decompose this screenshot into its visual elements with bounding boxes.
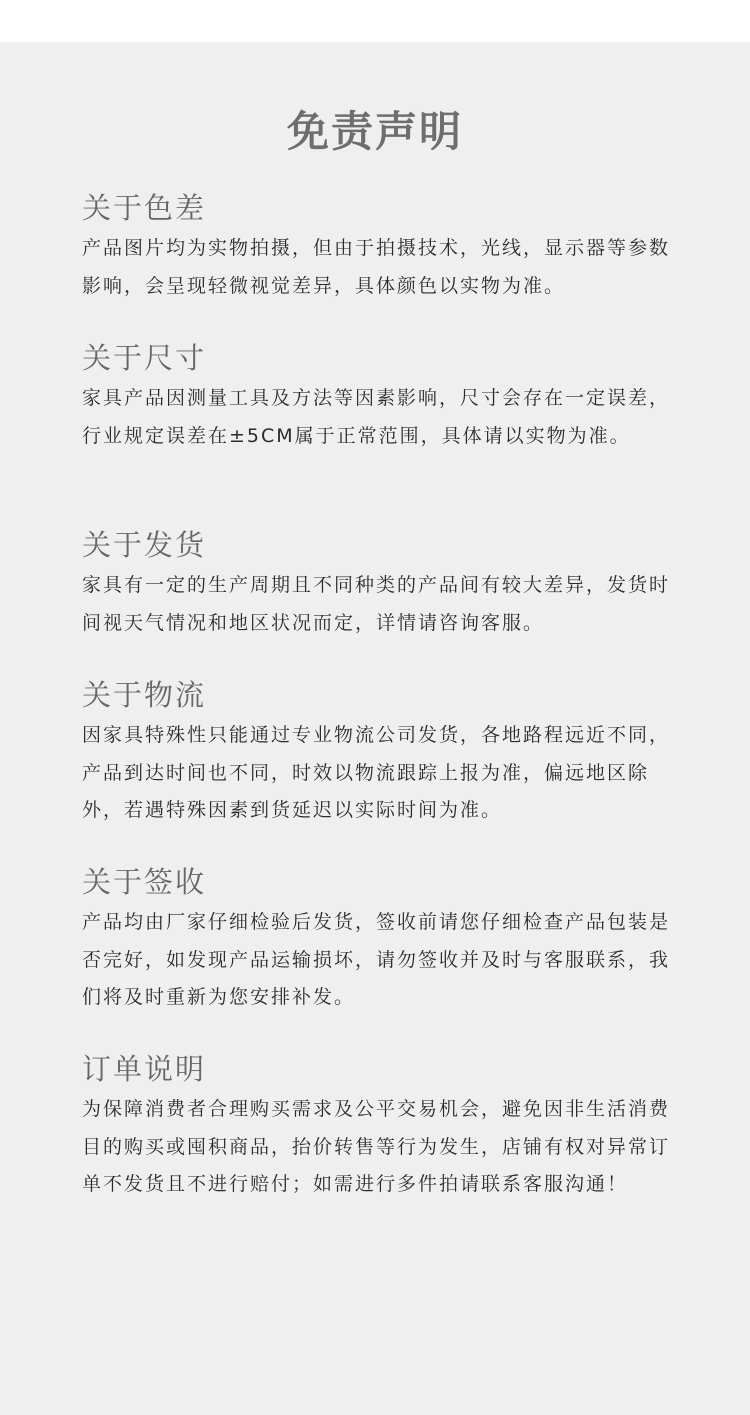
page-title: 免责声明 <box>286 107 463 156</box>
section-shipping <box>82 527 672 642</box>
section-body: 产品均由厂家仔细检验后发货，签收前请您仔细检查产品包装是否完好，如发现产品运输损坏，请勿签收并及时与客服联系，我们将及时重新为您安排补发。 <box>82 911 671 1008</box>
section-color-difference <box>82 190 672 305</box>
section-body: 产品图片均为实物拍摄，但由于拍摄技术，光线，显示器等参数影响，会呈现轻微视觉差异，具体颜色以实物为准。 <box>82 237 671 297</box>
section-title: 关于尺寸 <box>82 341 207 375</box>
section-body: 因家具特殊性只能通过专业物流公司发货，各地路程远近不同，产品到达时间也不同，时效以物流跟踪上报为准，偏远地区除外，若遇特殊因素到货延迟以实际时间为准。 <box>82 724 671 821</box>
section-title: 关于签收 <box>82 865 207 899</box>
section-body: 家具产品因测量工具及方法等因素影响，尺寸会存在一定误差，行业规定误差在±5CM属于正常范围，具体请以实物为准。 <box>82 387 671 447</box>
section-receipt <box>82 864 672 1017</box>
section-title: 关于发货 <box>82 528 207 562</box>
section-logistics <box>82 677 672 830</box>
section-body: 家具有一定的生产周期且不同种类的产品间有较大差异，发货时间视天气情况和地区状况而定，详情请咨询客服。 <box>82 574 671 634</box>
section-title: 关于色差 <box>82 191 207 225</box>
section-title: 关于物流 <box>82 678 207 712</box>
section-size <box>82 340 672 455</box>
section-body: 为保障消费者合理购买需求及公平交易机会，避免因非生活消费目的购买或囤积商品，抬价转售等行为发生，店铺有权对异常订单不发货且不进行赔付；如需进行多件拍请联系客服沟通！ <box>82 1098 671 1195</box>
section-title: 订单说明 <box>82 1052 207 1086</box>
top-strip <box>0 0 750 42</box>
section-order-notes <box>82 1051 672 1204</box>
